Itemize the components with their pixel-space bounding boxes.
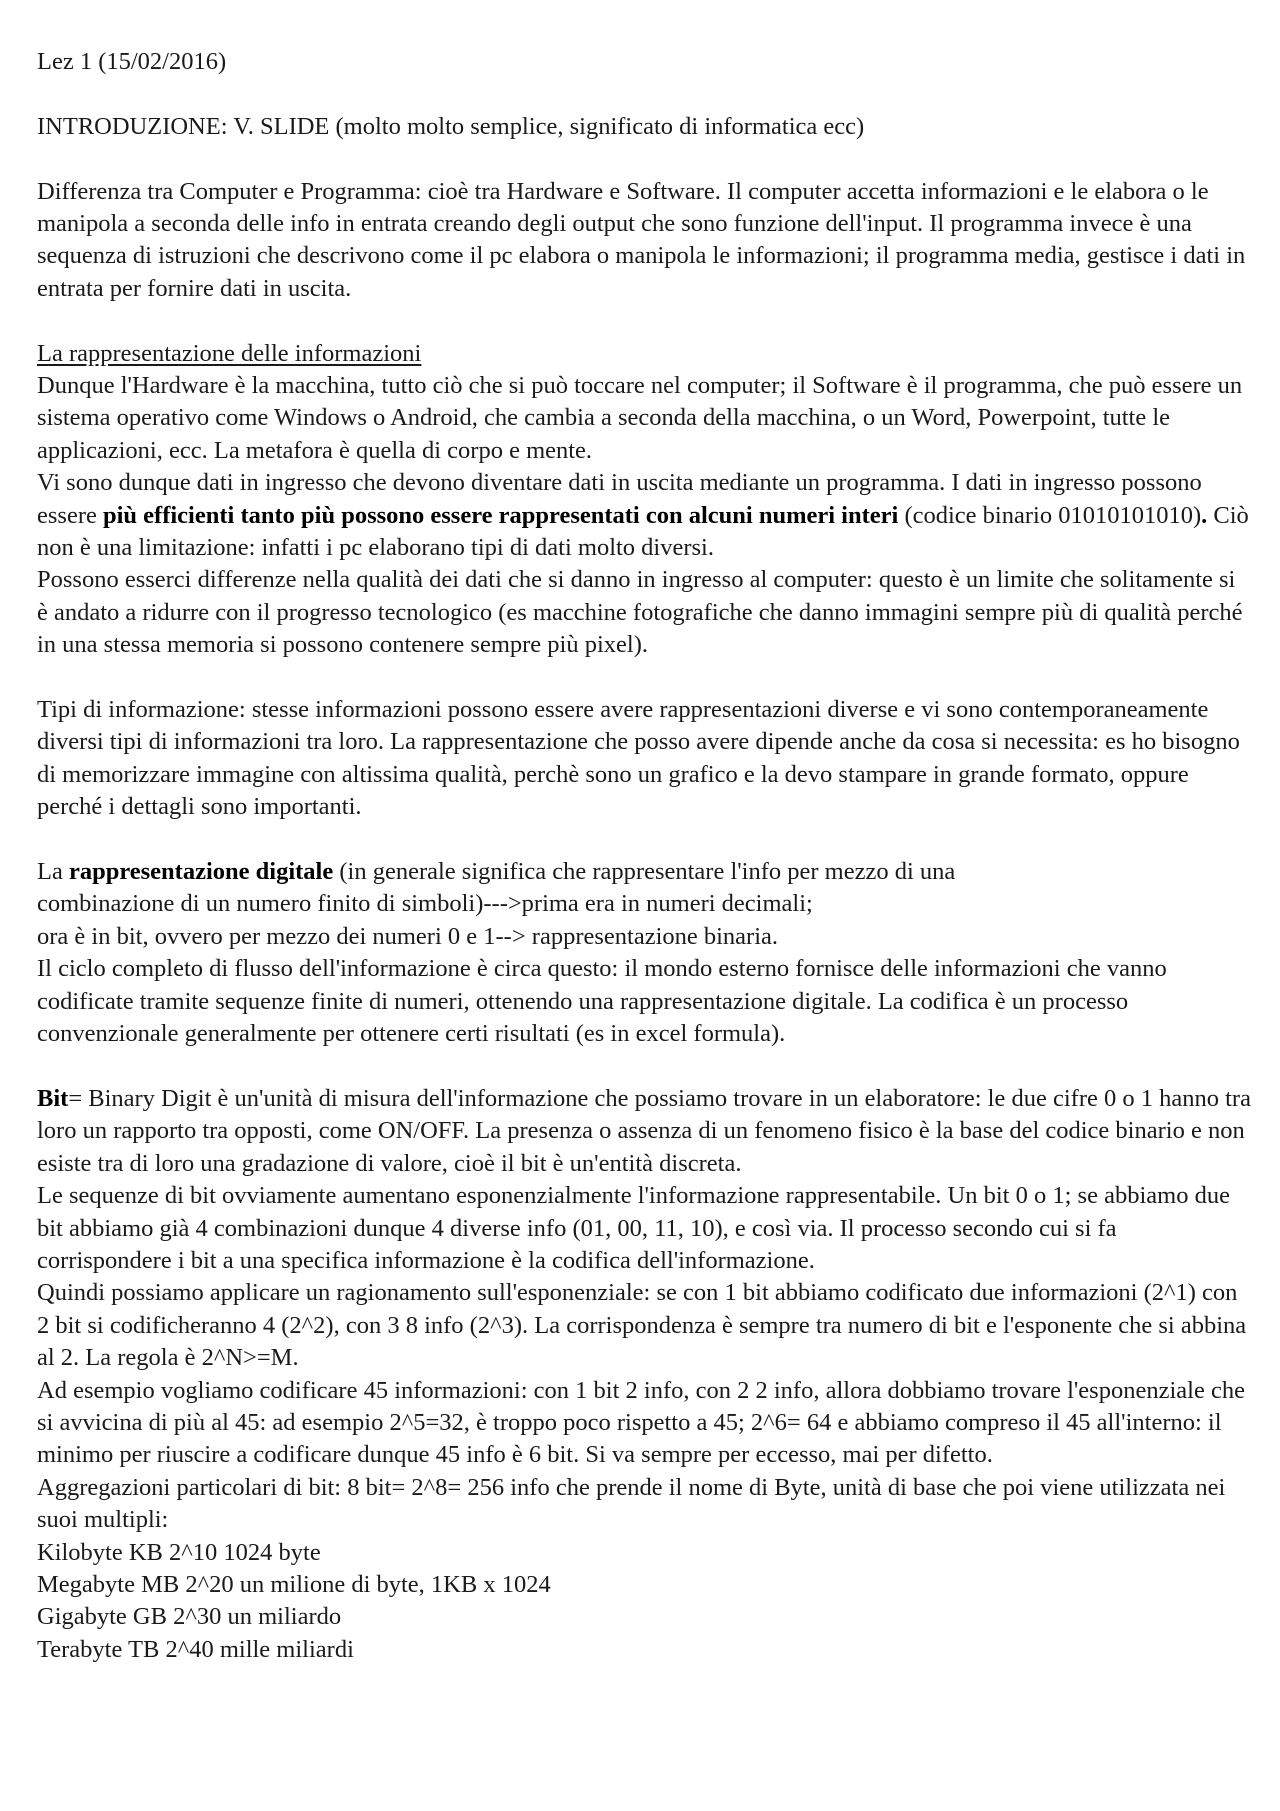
bold-text: più efficienti tanto più possono essere rappresentati con alcuni numeri interi	[102, 501, 899, 529]
text-span: = Binary Digit è un'unità di misura dell'informazione che possiamo trovare in un elaboratore: le due cifre 0 o 1 hanno tra loro un rapporto tra opposti, come ON/OFF. La presenza o assenza di un fenomeno fisico è la base del codice binario e non esiste tra di loro una gradazione di valore, cioè il bit è un'entità discreta.	[37, 1084, 1251, 1177]
paragraph-esponenziale: Quindi possiamo applicare un ragionamento sull'esponenziale: se con 1 bit abbiamo codificato due informazioni (2^1) con 2 bit si codificheranno 4 (2^2), con 3 8 info (2^3). La corrispondenza è sempre tra numero di bit e l'esponente che si abbina al 2. La regola è 2^N>=M.	[37, 1279, 1247, 1372]
paragraph-tipi-informazione: Tipi di informazione: stesse informazioni possono essere avere rappresentazioni diverse e vi sono contemporaneamente diversi tipi di informazioni tra loro. La rappresentazione che posso avere dipende anche da cosa si necessita: es ho bisogno di memorizzare immagine con altissima qualità, perchè sono un grafico e la devo stampare in grande formato, oppure perché i dettagli sono importanti.	[37, 696, 1240, 821]
blank-line	[37, 305, 1252, 337]
blank-line	[37, 143, 1252, 175]
text-span: (codice binario 01010101010)	[898, 501, 1202, 529]
paragraph-rappresentazione-digitale-line2: combinazione di un numero finito di simboli)--->prima era in numeri decimali;	[37, 890, 813, 918]
lecture-title: Lez 1 (15/02/2016)	[37, 48, 227, 75]
paragraph-ciclo-flusso: Il ciclo completo di flusso dell'informazione è circa questo: il mondo esterno fornisce delle informazioni che vanno codificate tramite sequenze finite di numeri, ottenendo una rappresentazione digitale. La codifica è un processo convenzionale generalmente per ottenere certi risultati (es in excel formula).	[37, 955, 1167, 1048]
paragraph-sequenze-bit: Le sequenze di bit ovviamente aumentano esponenzialmente l'informazione rappresentabile. Un bit 0 o 1; se abbiamo due bit abbiamo già 4 combinazioni dunque 4 diverse info (01, 00, 11, 10), e così via. Il processo secondo cui si fa corrispondere i bit a una specifica informazione è la codifica dell'informazione.	[37, 1182, 1230, 1274]
paragraph-aggregazioni: Aggregazioni particolari di bit: 8 bit= 2^8= 256 info che prende il nome di Byte, unità di base che poi viene utilizzata nei suoi multipli:	[37, 1473, 1226, 1534]
blank-line	[37, 662, 1252, 694]
paragraph-differenza: Differenza tra Computer e Programma: cioè tra Hardware e Software. Il computer accetta informazioni e le elabora o le manipola a seconda delle info in entrata creando degli output che sono funzione dell'input. Il programma invece è una sequenza di istruzioni che descrivono come il pc elabora o manipola le informazioni; il programma media, gestisce i dati in entrata per fornire dati in uscita.	[37, 177, 1246, 302]
section-heading-rappresentazione: La rappresentazione delle informazioni	[37, 339, 422, 367]
unit-line-megabyte: Megabyte MB 2^20 un milione di byte, 1KB x 1024	[37, 1571, 551, 1598]
paragraph-esempio-45: Ad esempio vogliamo codificare 45 informazioni: con 1 bit 2 info, con 2 2 info, allora dobbiamo trovare l'esponenziale che si avvicina di più al 45: ad esempio 2^5=32, è troppo poco rispetto a 45; 2^6= 64 e abbiamo compreso il 45 all'interno: il minimo per riuscire a codificare dunque 45 info è 6 bit. Si va sempre per eccesso, mai per difetto.	[37, 1376, 1245, 1469]
intro-line: INTRODUZIONE: V. SLIDE (molto molto semplice, significato di informatica ecc)	[37, 112, 865, 140]
blank-line	[37, 1051, 1252, 1083]
paragraph-hardware-software: Dunque l'Hardware è la macchina, tutto ciò che si può toccare nel computer; il Software è il programma, che può essere un sistema operativo come Windows o Android, che cambia a seconda della macchina, o un Word, Powerpoint, tutte le applicazioni, ecc. La metafora è quella di corpo e mente.	[37, 372, 1243, 464]
blank-line	[37, 78, 1252, 110]
text-span: Ciò non è una limitazione: infatti i pc elaborano tipi di dati molto diversi.	[37, 501, 1249, 562]
unit-line-gigabyte: Gigabyte GB 2^30 un miliardo	[37, 1603, 342, 1631]
unit-line-kilobyte: Kilobyte KB 2^10 1024 byte	[37, 1538, 321, 1566]
bold-text: Bit	[37, 1084, 69, 1112]
text-span: La	[37, 858, 69, 886]
paragraph-rappresentazione-digitale-line1	[37, 856, 1252, 888]
paragraph-qualita-dati: Possono esserci differenze nella qualità dei dati che si danno in ingresso al computer: questo è un limite che solitamente si è andato a ridurre con il progresso tecnologico (es macchine fotografiche che danno immagini sempre più di qualità perché in una stessa memoria si possono contenere sempre più pixel).	[37, 566, 1243, 659]
text-span: (in generale significa che rappresentare l'info per mezzo di una	[333, 858, 956, 886]
document-page	[37, 46, 1252, 1666]
unit-line-terabyte: Terabyte TB 2^40 mille miliardi	[37, 1635, 354, 1663]
blank-line	[37, 824, 1252, 856]
text-span: Vi sono dunque dati in ingresso che devono diventare dati in uscita mediante un programma. I dati in ingresso possono essere	[37, 469, 1202, 529]
paragraph-dati-ingresso	[37, 467, 1252, 564]
paragraph-bit-definition	[37, 1083, 1252, 1180]
bold-text: rappresentazione digitale	[68, 858, 334, 886]
paragraph-rappresentazione-digitale-line3: ora è in bit, ovvero per mezzo dei numeri 0 e 1--> rappresentazione binaria.	[37, 922, 779, 950]
bold-text: .	[1201, 501, 1208, 529]
